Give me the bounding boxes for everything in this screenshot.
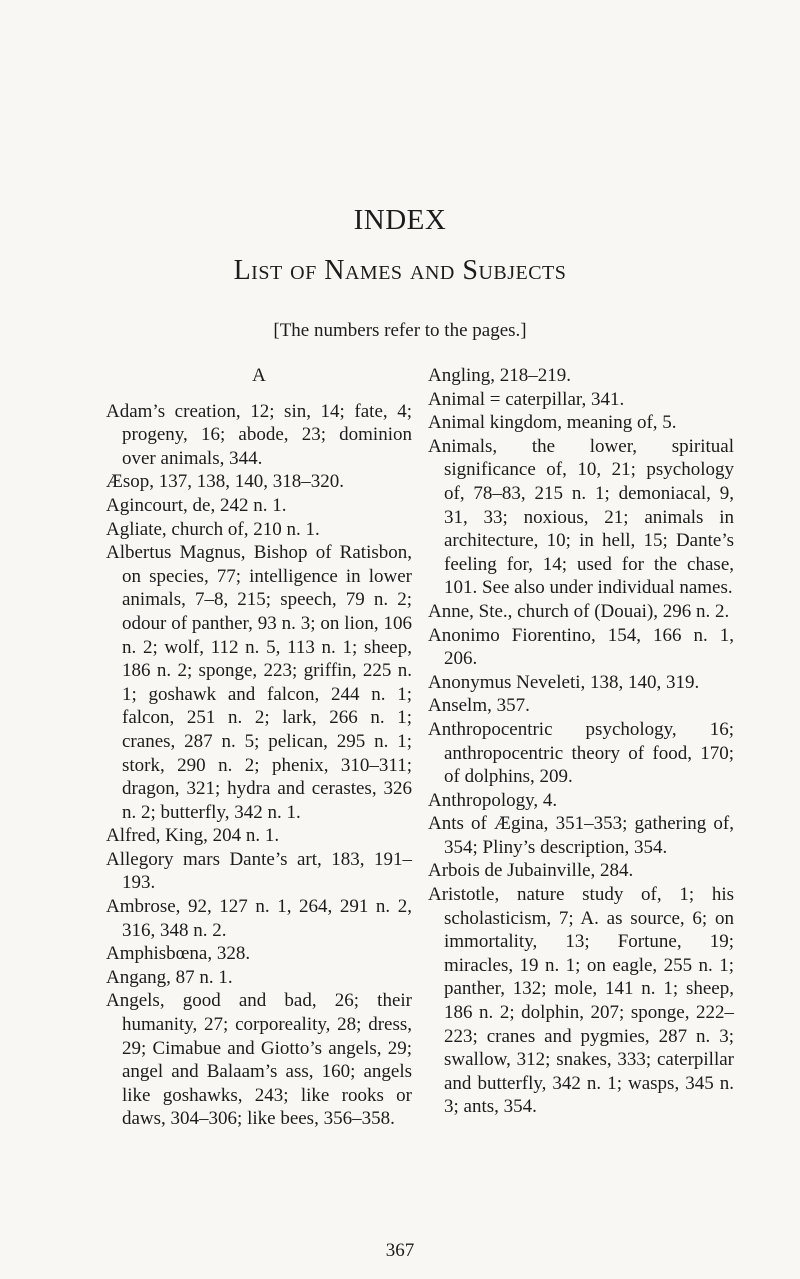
index-entry: Anthropology, 4. [428, 789, 558, 811]
index-entry: Ants of Ægina, 351–353; gathering of, 354; Pliny’s description, 354. [428, 813, 734, 858]
index-entry: Ambrose, 92, 127 n. 1, 264, 291 n. 2, 316, 348 n. 2. [106, 896, 412, 941]
reference-note: [The numbers refer to the pages.] [273, 320, 527, 341]
index-entry: Anselm, 357. [428, 695, 530, 717]
list-title: List of Names and Subjects [233, 255, 567, 286]
index-entry: Allegory mars Dante’s art, 183, 191–193. [106, 848, 412, 894]
index-entry: Animal = caterpillar, 341. [428, 388, 625, 410]
index-column-left [106, 364, 412, 1131]
page-title: INDEX [353, 204, 447, 236]
index-entry: Aristotle, nature study of, 1; his scholasticism, 7; A. as source, 6; on immortality, 13; Fortune, 19; miracles, 19 n. 1; on eagle, 255 n. 1; panther, 132; mole, 141 n. 1; sheep, 186 n. 2; dolphin, 207; sponge, 222–223; cranes and pygmies, 287 n. 3; swallow, 312; snakes, 333; caterpillar and butterfly, 342 n. 1; wasps, 345 n. 3; ants, 354. [428, 884, 734, 1118]
page-number: 367 [385, 1240, 415, 1261]
index-entry: Albertus Magnus, Bishop of Ratisbon, on species, 77; intelligence in lower animals, 7–8, 215; speech, 79 n. 2; odour of panther, 93 n. 3; on lion, 106 n. 2; wolf, 112 n. 5, 113 n. 1; sheep, 186 n. 2; sponge, 223; griffin, 225 n. 1; goshawk and falcon, 244 n. 1; falcon, 251 n. 2; lark, 266 n. 1; cranes, 287 n. 5; pelican, 295 n. 1; stork, 290 n. 2; phenix, 310–311; dragon, 321; hydra and cerastes, 326 n. 2; butterfly, 342 n. 1. [106, 542, 412, 823]
index-entry: Adam’s creation, 12; sin, 14; fate, 4; progeny, 16; abode, 23; dominion over animals, 344. [106, 400, 412, 469]
index-entry: Anonymus Neveleti, 138, 140, 319. [428, 671, 700, 693]
index-entry: Agliate, church of, 210 n. 1. [106, 518, 320, 540]
index-entry: Amphisbœna, 328. [106, 943, 251, 965]
index-entry: Æsop, 137, 138, 140, 318–320. [106, 471, 345, 493]
index-column-right [428, 364, 734, 1119]
index-entry: Alfred, King, 204 n. 1. [106, 825, 280, 847]
index-entry: Anthropocentric psychology, 16; anthropocentric theory of food, 170; of dolphins, 209. [428, 718, 734, 788]
index-entry: Arbois de Jubainville, 284. [428, 860, 634, 882]
index-entry: Angels, good and bad, 26; their humanity, 27; corporeality, 28; dress, 29; Cimabue and Giotto’s angels, 29; angel and Balaam’s ass, 160; angels like goshawks, 243; like rooks or daws, 304–306; like bees, 356–358. [106, 990, 412, 1130]
index-entry: Anne, Ste., church of (Douai), 296 n. 2. [428, 600, 730, 622]
index-entry: Angling, 218–219. [428, 365, 572, 386]
index-entry: Animals, the lower, spiritual significance of, 10, 21; psychology of, 78–83, 215 n. 1; demoniacal, 9, 31, 33; noxious, 21; animals in architecture, 10; in hell, 15; Dante’s feeling for, 14; used for the chase, 101. See also under individual names. [428, 435, 734, 599]
section-letter: A [252, 365, 266, 386]
index-entry: Anonimo Fiorentino, 154, 166 n. 1, 206. [428, 624, 734, 670]
index-entry: Angang, 87 n. 1. [106, 966, 233, 988]
index-entry: Agincourt, de, 242 n. 1. [106, 494, 287, 516]
index-entry: Animal kingdom, meaning of, 5. [428, 412, 677, 434]
